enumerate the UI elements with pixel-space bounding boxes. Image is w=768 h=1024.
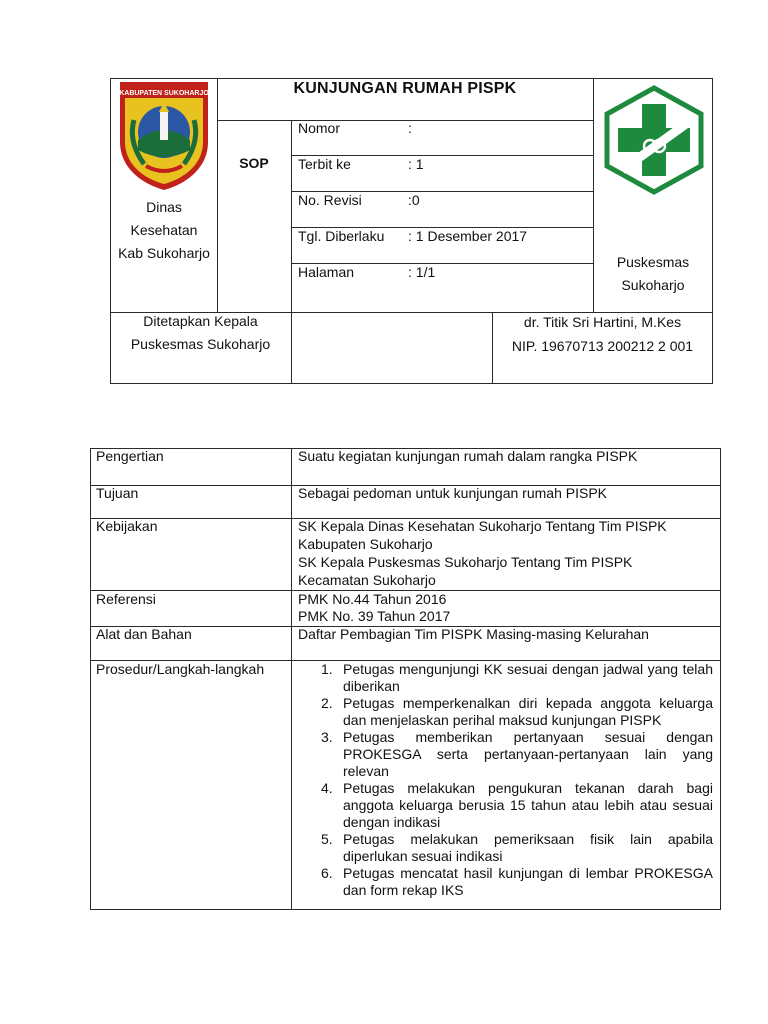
field-label-nomor: Nomor: [298, 120, 341, 136]
signer-nip: NIP. 19670713 200212 2 001: [511, 338, 694, 354]
procedure-step: [313, 865, 713, 899]
procedure-step: [313, 831, 713, 865]
procedure-step: [313, 661, 713, 695]
step-text: Petugas melakukan pengukuran tekanan darah bagi anggota keluarga berusia 15 tahun atau lebih atau sesuai dengan indikasi: [343, 780, 713, 830]
row-value-kebijakan: Kecamatan Sukoharjo: [298, 572, 436, 588]
sop-label: SOP: [239, 155, 269, 171]
field-label-tgl: Tgl. Diberlaku: [298, 228, 385, 244]
left-org-line: Kab Sukoharjo: [118, 245, 210, 261]
signer-name: dr. Titik Sri Hartini, M.Kes: [523, 314, 682, 330]
step-text: Petugas memperkenalkan diri kepada anggota keluarga dan menjelaskan perihal maksud kunjungan PISPK: [343, 695, 713, 728]
field-label-halaman: Halaman: [298, 264, 355, 280]
step-number: 5.: [321, 831, 333, 847]
step-text: Petugas mengunjungi KK sesuai dengan jadwal yang telah diberikan: [343, 661, 713, 694]
approval-left-line: Puskesmas Sukoharjo: [130, 336, 271, 352]
field-label-terbit: Terbit ke: [298, 156, 351, 172]
step-number: 2.: [321, 695, 333, 711]
step-text: Petugas memberikan pertanyaan sesuai dengan PROKESGA serta pertanyaan-pertanyaan lain yang relevan: [343, 729, 713, 779]
row-value-referensi: PMK No.44 Tahun 2016: [298, 591, 447, 607]
puskesmas-logo: [598, 84, 710, 196]
row-value-alat-bahan: Daftar Pembagian Tim PISPK Masing-masing Kelurahan: [298, 626, 649, 642]
row-label-pengertian: Pengertian: [96, 448, 164, 464]
step-text: Petugas melakukan pemeriksaan fisik lain apabila diperlukan sesuai indikasi: [343, 831, 713, 864]
row-value-pengertian: Suatu kegiatan kunjungan rumah dalam rangka PISPK: [298, 448, 638, 464]
field-value-revisi: :0: [408, 192, 420, 208]
svg-text:KABUPATEN SUKOHARJO: KABUPATEN SUKOHARJO: [119, 90, 209, 97]
field-value-nomor: :: [408, 120, 412, 136]
step-text: Petugas mencatat hasil kunjungan di lembar PROKESGA dan form rekap IKS: [343, 865, 713, 898]
left-org-line: Kesehatan: [130, 222, 198, 238]
row-label-prosedur: Prosedur/Langkah-langkah: [96, 661, 265, 677]
row-value-referensi: PMK No. 39 Tahun 2017: [298, 608, 451, 624]
procedure-step: [313, 695, 713, 729]
header-divider: [217, 78, 218, 312]
header-divider: [291, 120, 292, 384]
step-number: 4.: [321, 780, 333, 796]
row-label-tujuan: Tujuan: [96, 485, 139, 501]
row-value-tujuan: Sebagai pedoman untuk kunjungan rumah PISPK: [298, 485, 607, 501]
field-label-revisi: No. Revisi: [298, 192, 362, 208]
row-label-alat-bahan: Alat dan Bahan: [96, 626, 192, 642]
step-number: 3.: [321, 729, 333, 745]
field-value-tgl: : 1 Desember 2017: [408, 228, 528, 244]
row-value-kebijakan: SK Kepala Puskesmas Sukoharjo Tentang Tim PISPK: [298, 554, 633, 570]
field-value-terbit: : 1: [408, 156, 424, 172]
step-number: 6.: [321, 865, 333, 881]
left-org-line: Dinas: [146, 199, 182, 215]
procedure-steps: [313, 661, 713, 899]
procedure-step: [313, 729, 713, 780]
header-divider: [217, 120, 593, 121]
step-number: 1.: [321, 661, 333, 677]
row-value-kebijakan: SK Kepala Dinas Kesehatan Sukoharjo Tentang Tim PISPK: [298, 518, 667, 534]
row-value-kebijakan: Kabupaten Sukoharjo: [298, 536, 433, 552]
row-label-kebijakan: Kebijakan: [96, 518, 158, 534]
approval-left-line: Ditetapkan Kepala: [143, 313, 258, 329]
right-org-line: Puskesmas: [616, 254, 690, 270]
procedure-step: [313, 780, 713, 831]
document-title: KUNJUNGAN RUMAH PISPK: [293, 80, 517, 97]
right-org-line: Sukoharjo: [621, 277, 685, 293]
kabupaten-sukoharjo-emblem: [116, 80, 212, 192]
field-value-halaman: : 1/1: [408, 264, 436, 280]
row-label-referensi: Referensi: [96, 591, 156, 607]
